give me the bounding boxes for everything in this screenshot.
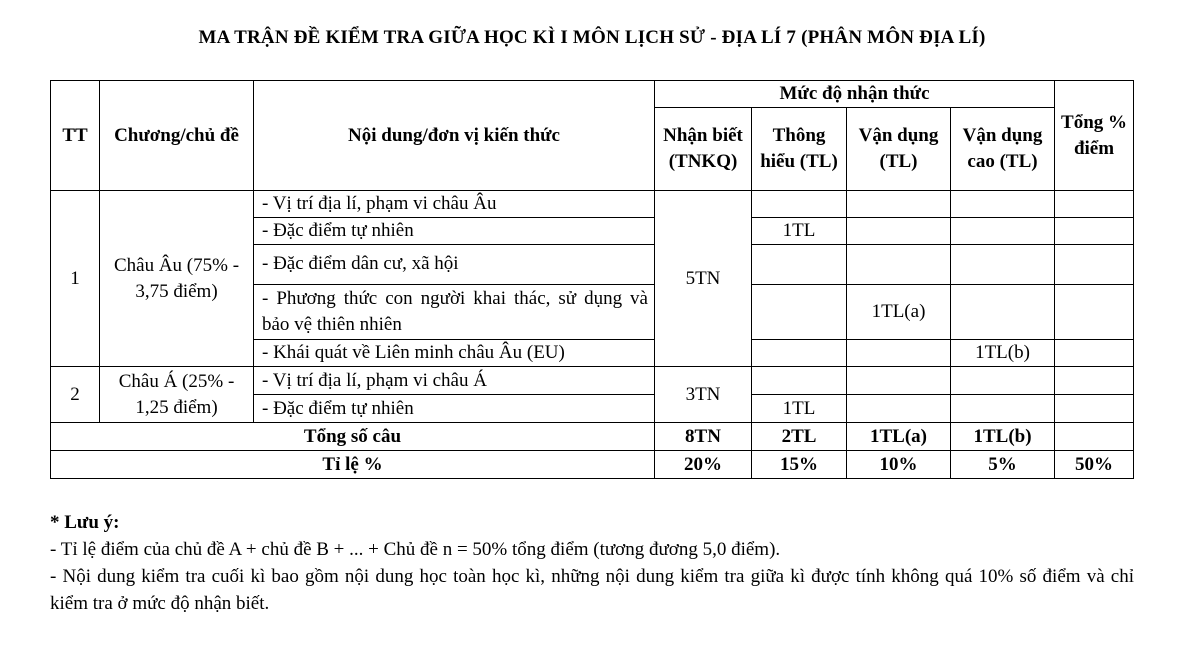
apply-high-cell: [951, 218, 1055, 245]
header-level-recognize: Nhận biết (TNKQ): [655, 108, 752, 191]
notes-section: [50, 509, 1134, 617]
understand-cell: [752, 340, 847, 367]
total-count-recognize: 8TN: [655, 423, 752, 451]
apply-cell: [847, 245, 951, 285]
total-ratio-row: [51, 451, 1134, 479]
ratio-recognize: 20%: [655, 451, 752, 479]
total-count-understand: 2TL: [752, 423, 847, 451]
header-row: [51, 81, 1134, 108]
note-item: - Tỉ lệ điểm của chủ đề A + chủ đề B + ... + Chủ đề n = 50% tổng điểm (tương đương 5,0 điểm).: [50, 539, 781, 560]
table-row: [51, 191, 1134, 218]
ratio-understand: 15%: [752, 451, 847, 479]
section-tt: 1: [51, 191, 100, 367]
header-content: Nội dung/đơn vị kiến thức: [254, 81, 655, 191]
table-row: [51, 367, 1134, 395]
header-level-apply-high: Vận dụng cao (TL): [951, 108, 1055, 191]
total-count-row: [51, 423, 1134, 451]
understand-cell: [752, 285, 847, 340]
apply-high-cell: [951, 191, 1055, 218]
content-cell: - Đặc điểm tự nhiên: [254, 218, 655, 245]
content-cell: - Đặc điểm dân cư, xã hội: [254, 245, 655, 285]
header-level-understand: Thông hiểu (TL): [752, 108, 847, 191]
apply-high-cell: [951, 367, 1055, 395]
understand-cell: [752, 245, 847, 285]
content-cell: - Vị trí địa lí, phạm vi châu Á: [254, 367, 655, 395]
notes-heading: * Lưu ý:: [50, 512, 120, 533]
ratio-total: 50%: [1055, 451, 1134, 479]
header-chapter: Chương/chủ đề: [100, 81, 254, 191]
content-cell: - Khái quát về Liên minh châu Âu (EU): [254, 340, 655, 367]
total-count-total: [1055, 423, 1134, 451]
apply-high-cell: [951, 285, 1055, 340]
apply-cell: [847, 395, 951, 423]
total-count-apply-high: 1TL(b): [951, 423, 1055, 451]
total-cell: [1055, 285, 1134, 340]
apply-cell: 1TL(a): [847, 285, 951, 340]
recognize-cell: 5TN: [655, 191, 752, 367]
total-cell: [1055, 191, 1134, 218]
apply-cell: [847, 367, 951, 395]
understand-cell: [752, 191, 847, 218]
page-title: MA TRẬN ĐỀ KIỂM TRA GIỮA HỌC KÌ I MÔN LỊCH SỬ - ĐỊA LÍ 7 (PHÂN MÔN ĐỊA LÍ): [198, 27, 986, 48]
header-level-apply: Vận dụng (TL): [847, 108, 951, 191]
header-total: Tổng % điểm: [1055, 81, 1134, 191]
apply-cell: [847, 340, 951, 367]
knowledge-matrix-table: [50, 80, 1134, 479]
apply-high-cell: [951, 245, 1055, 285]
ratio-apply: 10%: [847, 451, 951, 479]
content-cell: - Vị trí địa lí, phạm vi châu Âu: [254, 191, 655, 218]
understand-cell: [752, 367, 847, 395]
apply-cell: [847, 218, 951, 245]
total-count-apply: 1TL(a): [847, 423, 951, 451]
total-cell: [1055, 245, 1134, 285]
ratio-apply-high: 5%: [951, 451, 1055, 479]
recognize-cell: 3TN: [655, 367, 752, 423]
section-chapter: Châu Á (25% - 1,25 điểm): [100, 367, 254, 423]
total-cell: [1055, 218, 1134, 245]
understand-cell: 1TL: [752, 395, 847, 423]
header-tt: TT: [51, 81, 100, 191]
apply-high-cell: 1TL(b): [951, 340, 1055, 367]
section-tt: 2: [51, 367, 100, 423]
apply-cell: [847, 191, 951, 218]
content-cell: - Đặc điểm tự nhiên: [254, 395, 655, 423]
total-cell: [1055, 367, 1134, 395]
total-count-label: Tổng số câu: [51, 423, 655, 451]
total-cell: [1055, 395, 1134, 423]
total-cell: [1055, 340, 1134, 367]
understand-cell: 1TL: [752, 218, 847, 245]
total-ratio-label: Tỉ lệ %: [51, 451, 655, 479]
note-item: - Nội dung kiểm tra cuối kì bao gồm nội dung học toàn học kì, những nội dung kiểm tra giữa kì được tính không quá 10% số điểm và chỉ kiểm tra ở mức độ nhận biết.: [50, 566, 1134, 614]
content-cell: - Phương thức con người khai thác, sử dụng và bảo vệ thiên nhiên: [254, 285, 655, 340]
header-levels-title: Mức độ nhận thức: [655, 81, 1055, 108]
apply-high-cell: [951, 395, 1055, 423]
section-chapter: Châu Âu (75% - 3,75 điểm): [100, 191, 254, 367]
